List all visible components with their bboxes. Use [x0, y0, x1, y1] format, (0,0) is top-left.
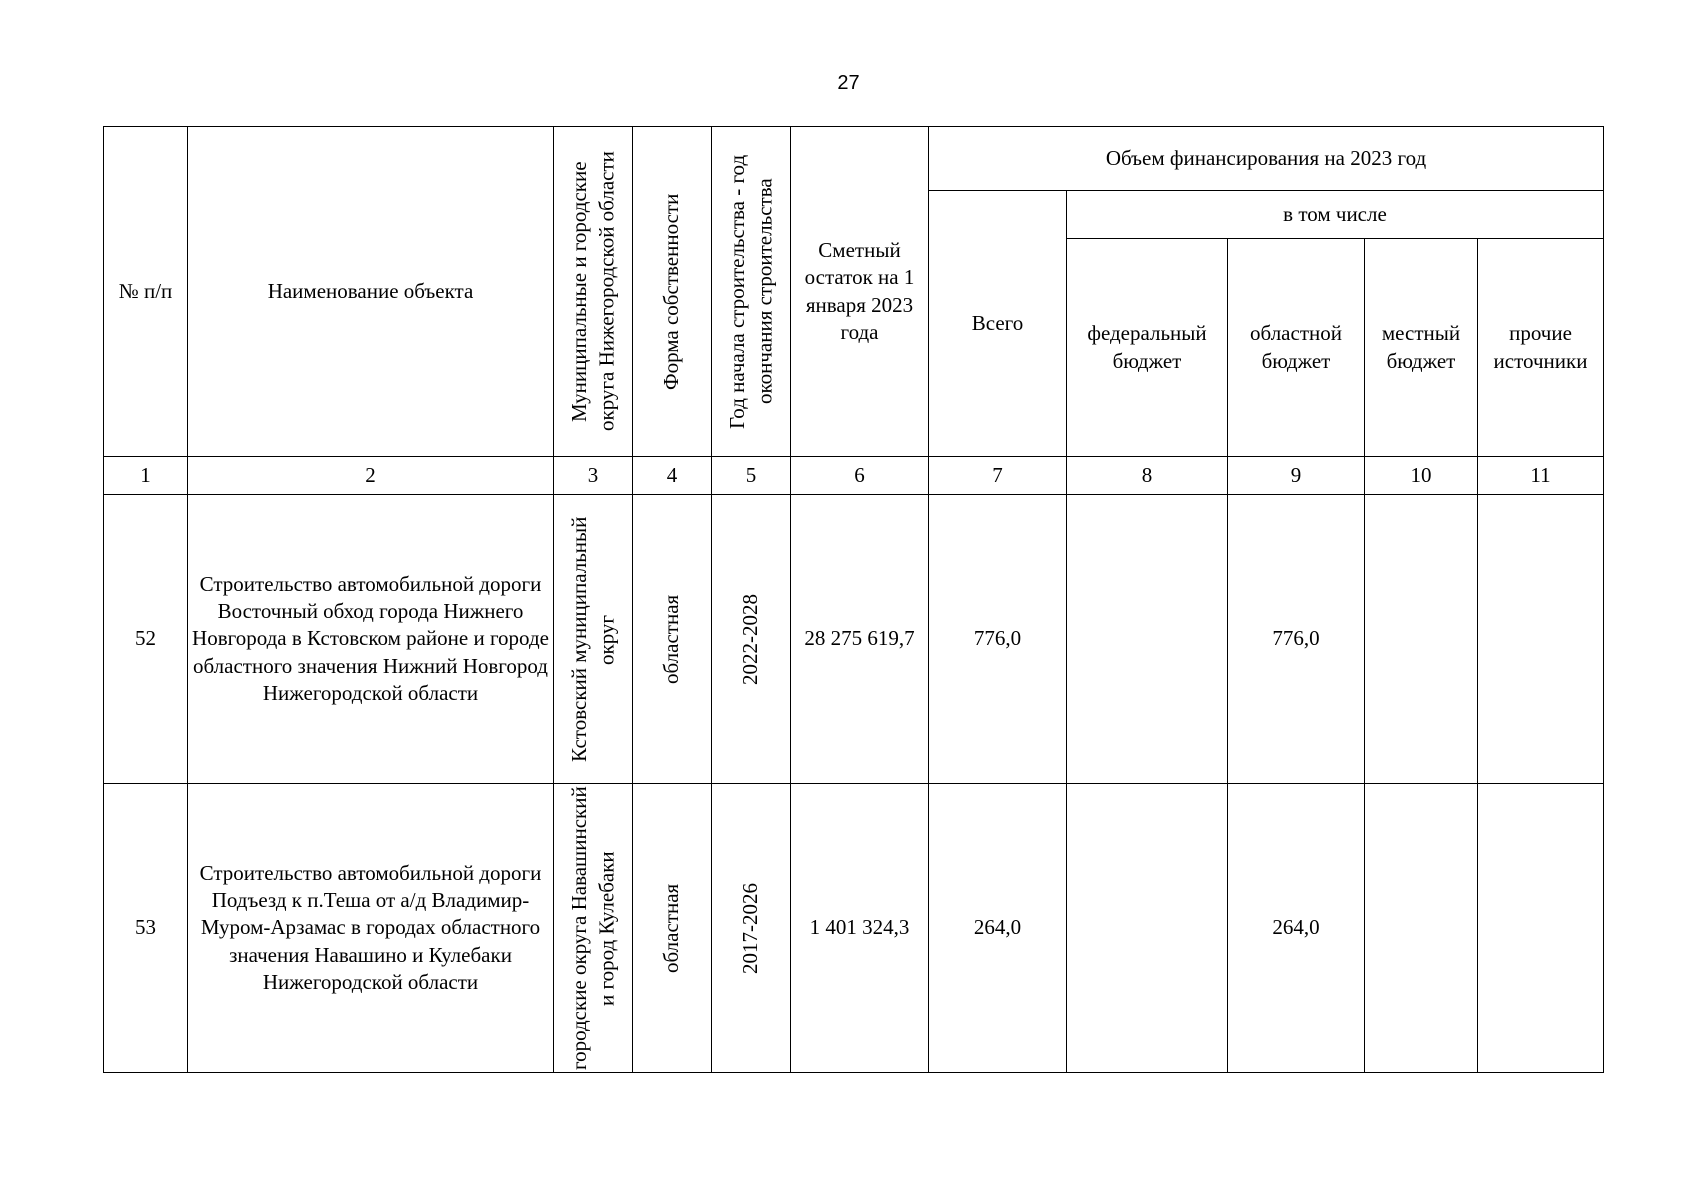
header-ownership-text: Форма собственности [659, 193, 684, 390]
column-number: 11 [1478, 457, 1604, 495]
header-including: в том числе [1067, 191, 1604, 239]
header-local: местный бюджет [1365, 239, 1478, 457]
column-number: 4 [633, 457, 712, 495]
ownership-text: областная [659, 883, 684, 973]
table-row [104, 495, 1604, 784]
header-remainder: Сметный остаток на 1 января 2023 года [791, 127, 929, 457]
years-cell [712, 784, 791, 1073]
header-federal: федеральный бюджет [1067, 239, 1228, 457]
header-years-text: Год начала строительства - год окончания строительства [724, 154, 776, 429]
municipality-text: Кстовский муниципальный округ [566, 516, 618, 762]
header-municipality-text: Муниципальные и городские округа Нижегородской области [566, 151, 618, 432]
regional-value: 776,0 [1228, 495, 1365, 784]
ownership-text: областная [659, 594, 684, 684]
page-number: 27 [837, 72, 860, 94]
header-other: прочие источники [1478, 239, 1604, 457]
column-number: 1 [104, 457, 188, 495]
ownership-cell [633, 495, 712, 784]
column-number: 9 [1228, 457, 1365, 495]
column-number: 2 [188, 457, 554, 495]
years-cell [712, 495, 791, 784]
remainder-value: 28 275 619,7 [791, 495, 929, 784]
column-number: 6 [791, 457, 929, 495]
row-number: 53 [104, 784, 188, 1073]
column-number: 3 [554, 457, 633, 495]
table-row [104, 784, 1604, 1073]
header-funding-group: Объем финансирования на 2023 год [929, 127, 1604, 191]
header-total: Всего [929, 191, 1067, 457]
regional-value: 264,0 [1228, 784, 1365, 1073]
column-number: 7 [929, 457, 1067, 495]
municipality-cell [554, 495, 633, 784]
local-value [1365, 784, 1478, 1073]
header-municipality [554, 127, 633, 457]
column-number: 5 [712, 457, 791, 495]
municipality-text: городские округа Навашинский и город Кулебаки [566, 786, 618, 1070]
header-object-name: Наименование объекта [188, 127, 554, 457]
years-text: 2022-2028 [738, 593, 763, 685]
column-number: 10 [1365, 457, 1478, 495]
object-name: Строительство автомобильной дороги Подъезд к п.Теша от а/д Владимир-Муром-Арзамас в городах областного значения Навашино и Кулебаки Нижегородской области [188, 784, 554, 1073]
column-numbers-row [104, 457, 1604, 495]
total-value: 264,0 [929, 784, 1067, 1073]
other-value [1478, 495, 1604, 784]
header-number: № п/п [104, 127, 188, 457]
years-text: 2017-2026 [738, 882, 763, 974]
row-number: 52 [104, 495, 188, 784]
column-number: 8 [1067, 457, 1228, 495]
header-ownership [633, 127, 712, 457]
local-value [1365, 495, 1478, 784]
financing-table [103, 126, 1604, 1073]
federal-value [1067, 784, 1228, 1073]
other-value [1478, 784, 1604, 1073]
federal-value [1067, 495, 1228, 784]
header-regional: областной бюджет [1228, 239, 1365, 457]
total-value: 776,0 [929, 495, 1067, 784]
header-years [712, 127, 791, 457]
municipality-cell [554, 784, 633, 1073]
remainder-value: 1 401 324,3 [791, 784, 929, 1073]
ownership-cell [633, 784, 712, 1073]
object-name: Строительство автомобильной дороги Восточный обход города Нижнего Новгорода в Кстовском районе и городе областного значения Нижний Новгород Нижегородской области [188, 495, 554, 784]
